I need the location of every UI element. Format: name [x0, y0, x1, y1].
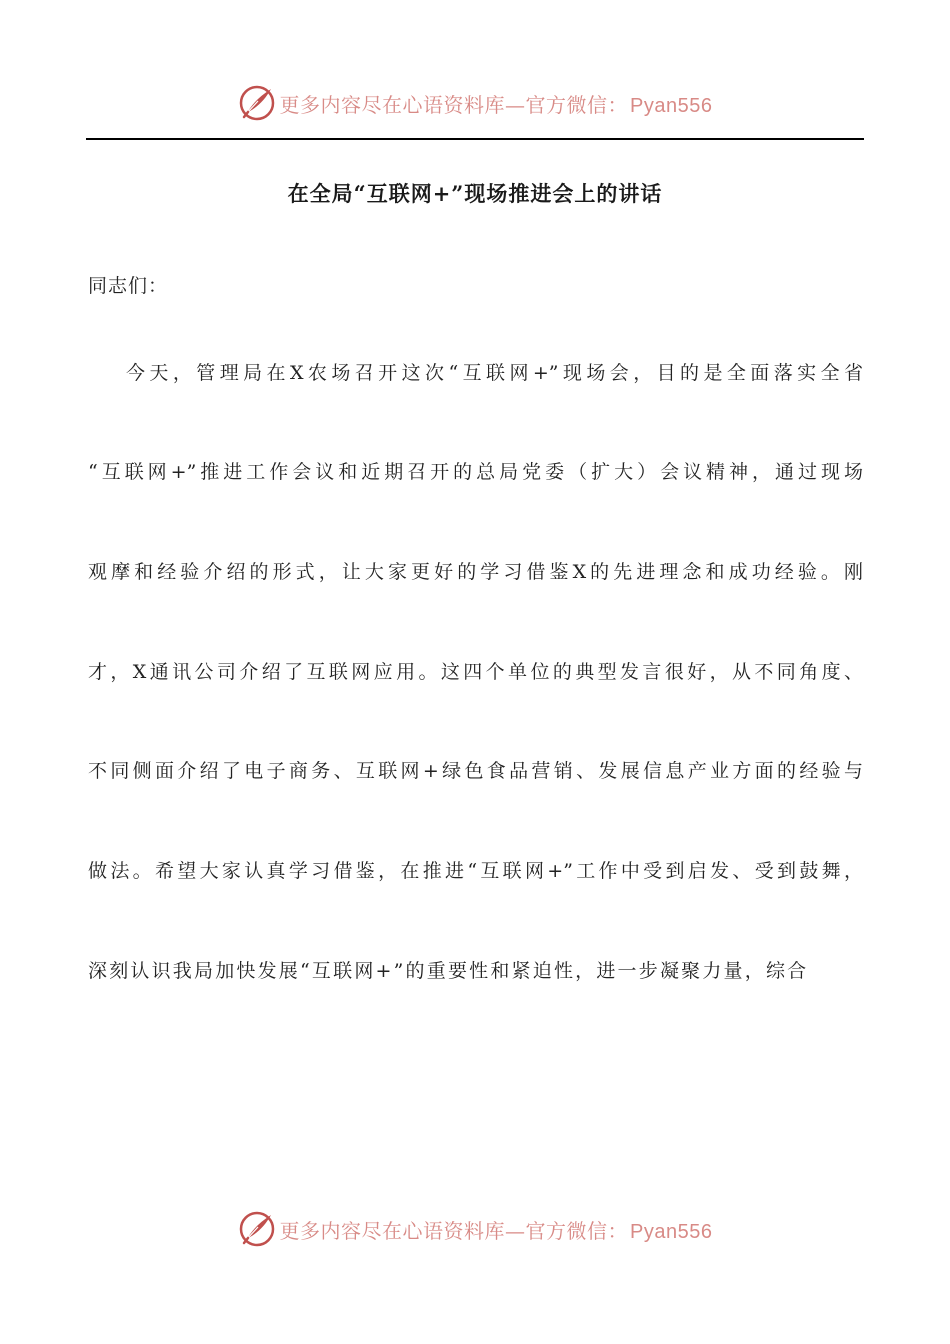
body-line: 才，X通讯公司介绍了互联网应用。这四个单位的典型发言很好，从不同角度、 — [88, 661, 863, 683]
body-line: 不同侧面介绍了电子商务、互联网+绿色食品营销、发展信息产业方面的经验与 — [88, 760, 863, 782]
quill-logo-icon — [238, 84, 276, 122]
salutation: 同志们： — [88, 275, 169, 297]
quill-logo-icon — [238, 1210, 276, 1248]
header-banner — [0, 81, 950, 125]
wechat-handle: Pyan556 — [630, 94, 713, 117]
body-line: 做法。希望大家认真学习借鉴，在推进“互联网+”工作中受到启发、受到鼓舞， — [88, 860, 863, 882]
wechat-handle: Pyan556 — [630, 1220, 713, 1243]
body-line: 观摩和经验介绍的形式，让大家更好的学习借鉴X的先进理念和成功经验。刚 — [88, 561, 863, 583]
body-line: 深刻认识我局加快发展“互联网+”的重要性和紧迫性，进一步凝聚力量，综合 — [88, 960, 809, 982]
body-line: 今天，管理局在X农场召开这次“互联网+”现场会，目的是全面落实全省 — [126, 362, 863, 384]
banner-text: 更多内容尽在心语资料库—官方微信： Pyan556 — [279, 92, 713, 117]
document-title: 在全局“互联网+”现场推进会上的讲话 — [287, 181, 663, 206]
footer-banner — [0, 1207, 950, 1251]
header-rule — [86, 138, 864, 140]
body-line: “互联网+”推进工作会议和近期召开的总局党委（扩大）会议精神，通过现场 — [88, 461, 863, 483]
banner-text: 更多内容尽在心语资料库—官方微信： Pyan556 — [279, 1218, 713, 1243]
